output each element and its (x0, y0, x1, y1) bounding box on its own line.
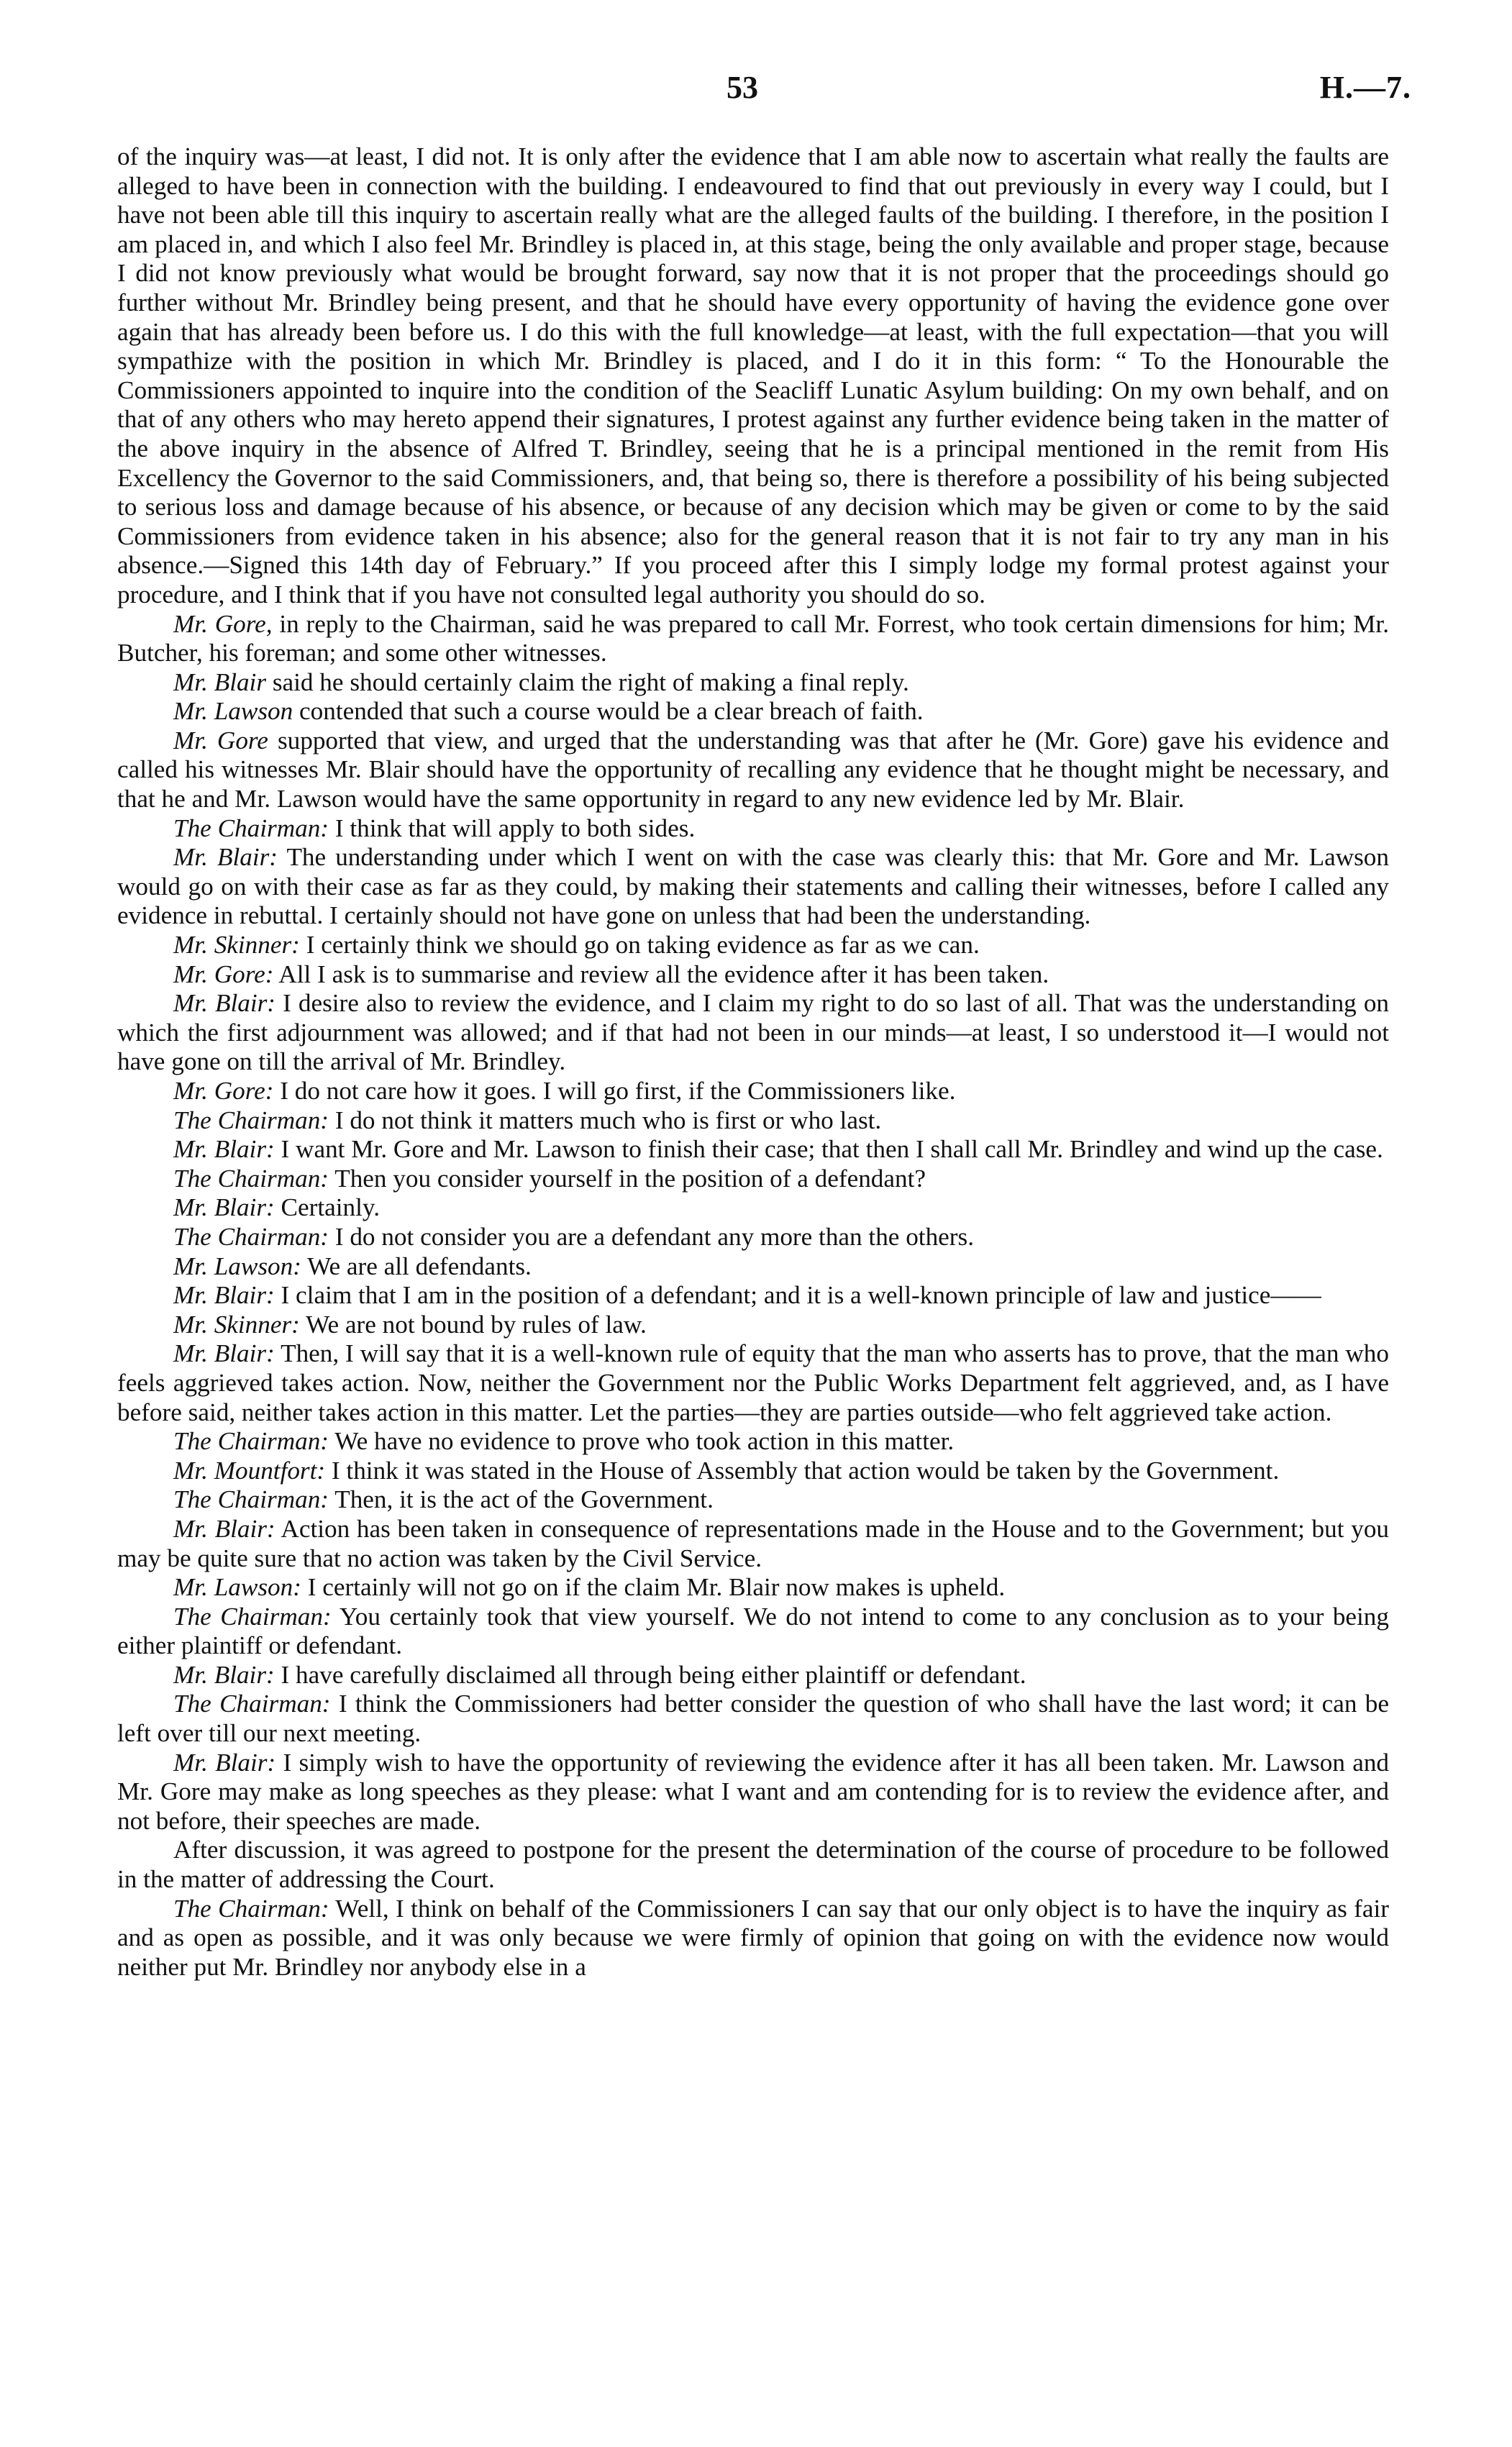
paragraph (117, 1573, 1389, 1603)
speaker-name: Mr. Blair: (173, 1339, 275, 1368)
speaker-name: Mr. Blair: (173, 1135, 275, 1164)
speaker-name: The Chairman: (173, 1602, 332, 1631)
paragraph (117, 1165, 1389, 1194)
speaker-name: Mr. Blair (173, 667, 267, 696)
speaker-name: The Chairman: (173, 1485, 329, 1514)
speaker-name: Mr. Blair: (173, 1514, 275, 1543)
paragraph-text: I desire also to review the evidence, and I claim my right to do so last of all. That was the understanding on which the first adjournment was allowed; and if that had not been in our minds—at least, I so understood it—I would not have gone on till the arrival of Mr. Brindley. (117, 989, 1390, 1076)
paragraph (117, 142, 1389, 610)
paragraph-text: I claim that I am in the position of a defendant; and it is a well-known principle of law and justice—— (281, 1281, 1321, 1310)
paragraph-text: I certainly will not go on if the claim Mr. Blair now makes is upheld. (307, 1573, 1006, 1602)
speaker-name: Mr. Blair: (173, 843, 278, 872)
page-header (0, 69, 1512, 119)
paragraph-text: I think the Commissioners had better consider the question of who shall have the last word; it can be left over till our next meeting. (117, 1690, 1389, 1748)
paragraph (117, 1836, 1389, 1894)
paragraph-text: We are not bound by rules of law. (306, 1310, 647, 1339)
speaker-name: Mr. Blair: (173, 1748, 276, 1777)
paragraph-text: Action has been taken in consequence of representations made in the House and to the Government; but you may be quite sure that no action was taken by the Civil Service. (117, 1514, 1390, 1572)
paragraph-text: I have carefully disclaimed all through being either plaintiff or defendant. (281, 1660, 1026, 1689)
paragraph-text: After discussion, it was agreed to postpone for the present the determination of the course of procedure to be followed in the matter of addressing the Court. (117, 1836, 1389, 1894)
paragraph (117, 1690, 1389, 1748)
paragraph (117, 1193, 1389, 1223)
paragraph (117, 1515, 1389, 1573)
paragraph (117, 1223, 1389, 1252)
paragraph-text: We have no evidence to prove who took action in this matter. (334, 1427, 955, 1456)
speaker-name: The Chairman: (173, 1164, 329, 1193)
paragraph-text: Then, I will say that it is a well-known rule of equity that the man who asserts has to prove, that the man who feels aggrieved takes action. Now, neither the Government nor the Public Works Department felt aggrieved, and, as I have before said, neither takes action in this matter. Let the parties—they are parties outside—who felt aggrieved take action. (117, 1339, 1389, 1426)
document-reference: H.—7. (1319, 70, 1411, 105)
speaker-name: Mr. Gore: (173, 1077, 274, 1105)
paragraph (117, 726, 1389, 814)
paragraph-text: The understanding under which I went on with the case was clearly this: that Mr. Gore and Mr. Lawson would go on with their case as far as they could, by making their statements and calling their witnesses, before I called any evidence in rebuttal. I certainly should not have gone on unless that had been the understanding. (117, 843, 1389, 930)
paragraph-text: Well, I think on behalf of the Commissioners I can say that our only object is to have the inquiry as fair and as open as possible, and it was only because we were firmly of opinion that going on with the evidence now would neither put Mr. Brindley nor anybody else in a (117, 1894, 1389, 1981)
paragraph-text: contended that such a course would be a clear breach of faith. (299, 697, 924, 726)
paragraph-text: of the inquiry was—at least, I did not. It is only after the evidence that I am able now to ascertain what really the faults are alleged to have been in connection with the building. I endeavoured to find that out previously in every way I could, but I have not been able till this inquiry to ascertain really what are the alleged faults of the building. I therefore, in the position I am placed in, and which I also feel Mr. Brindley is placed in, at this stage, being the only available and proper stage, because I did not know previously what would be brought forward, say now that it is not proper that the proceedings should go further without Mr. Brindley being present, and that he should have every opportunity of having the evidence gone over again that has already been before us. I do this with the full knowledge—at least, with the full expectation—that you will sympathize with the position in which Mr. Brindley is placed, and I do it in this form: “ To the Honourable the Commissioners appointed to inquire into the condition of the Seacliff Lunatic Asylum building: On my own behalf, and on that of any others who may hereto append their signatures, I protest against any further evidence being taken in the matter of the above inquiry in the absence of Alfred T. Brindley, seeing that he is a principal mentioned in the remit from His Excellency the Governor to the said Commissioners, and, that being so, there is therefore a possibility of his being subjected to serious loss and damage because of his absence, or because of any decision which may be given or come to by the said Commissioners from evidence taken in his absence; also for the general reason that it is not fair to try any man in his absence.—Signed this 14th day of February.” If you proceed after this I simply lodge my formal protest against your procedure, and I think that if you have not consulted legal authority you should do so. (117, 142, 1389, 609)
paragraph (117, 1661, 1389, 1690)
speaker-name: Mr. Mountfort: (173, 1456, 326, 1485)
paragraph-text: I think it was stated in the House of Assembly that action would be taken by the Government. (331, 1456, 1280, 1485)
paragraph (117, 1339, 1389, 1427)
paragraph-text: You certainly took that view yourself. We do not intend to come to any conclusion as to your being either plaintiff or defendant. (117, 1602, 1389, 1660)
paragraph-text: supported that view, and urged that the understanding was that after he (Mr. Gore) gave his evidence and called his witnesses Mr. Blair should have the opportunity of recalling any evidence that he thought might be necessary, and that he and Mr. Lawson would have the same opportunity in regard to any new evidence led by Mr. Blair. (117, 726, 1389, 814)
paragraph-text: Certainly. (281, 1193, 380, 1222)
paragraph (117, 610, 1389, 668)
paragraph (117, 1106, 1389, 1136)
paragraph-text: I simply wish to have the opportunity of reviewing the evidence after it has all been taken. Mr. Lawson and Mr. Gore may make as long speeches as they please: what I want and am contending for is to review the evidence after, and not before, their speeches are made. (117, 1748, 1390, 1835)
speaker-name: Mr. Skinner: (173, 931, 300, 960)
paragraph-text: Then you consider yourself in the position of a defendant? (334, 1164, 926, 1193)
paragraph (117, 697, 1389, 726)
paragraph-text: I do not think it matters much who is first or who last. (334, 1106, 882, 1134)
speaker-name: Mr. Blair: (173, 1281, 275, 1310)
paragraph (117, 1749, 1389, 1836)
paragraph (117, 1252, 1389, 1282)
speaker-name: Mr. Gore, (173, 609, 273, 638)
paragraph (117, 668, 1389, 698)
speaker-name: The Chairman: (173, 1222, 329, 1251)
body-text (117, 142, 1389, 1982)
paragraph (117, 814, 1389, 844)
speaker-name: The Chairman: (173, 1690, 331, 1718)
speaker-name: Mr. Lawson: (173, 1252, 301, 1280)
paragraph (117, 1077, 1389, 1106)
speaker-name: The Chairman: (173, 1427, 329, 1456)
speaker-name: Mr. Lawson (173, 697, 293, 726)
speaker-name: Mr. Gore (173, 726, 268, 755)
paragraph-text: said he should certainly claim the right of making a final reply. (272, 667, 909, 696)
speaker-name: The Chairman: (173, 1106, 329, 1134)
paragraph (117, 1895, 1389, 1982)
paragraph-text: Then, it is the act of the Government. (334, 1485, 714, 1514)
speaker-name: Mr. Blair: (173, 989, 276, 1018)
paragraph-text: I certainly think we should go on taking evidence as far as we can. (306, 931, 980, 960)
speaker-name: Mr. Blair: (173, 1193, 275, 1222)
speaker-name: Mr. Lawson: (173, 1573, 301, 1602)
paragraph-text: All I ask is to summarise and review all the evidence after it has been taken. (278, 960, 1049, 988)
speaker-name: Mr. Gore: (173, 960, 274, 988)
speaker-name: Mr. Skinner: (173, 1310, 300, 1339)
paragraph (117, 1311, 1389, 1340)
paragraph (117, 1427, 1389, 1457)
paragraph (117, 931, 1389, 960)
paragraph-text: in reply to the Chairman, said he was prepared to call Mr. Forrest, who took certain dimensions for him; Mr. Butcher, his foreman; and some other witnesses. (117, 609, 1389, 667)
paragraph-text: I think that will apply to both sides. (334, 814, 696, 842)
page-number: 53 (727, 70, 758, 105)
paragraph (117, 960, 1389, 990)
speaker-name: Mr. Blair: (173, 1660, 275, 1689)
paragraph (117, 1281, 1389, 1311)
paragraph (117, 1135, 1389, 1165)
paragraph (117, 843, 1389, 931)
speaker-name: The Chairman: (173, 814, 329, 842)
paragraph (117, 1485, 1389, 1515)
paragraph (117, 1603, 1389, 1661)
paragraph (117, 1457, 1389, 1486)
speaker-name: The Chairman: (173, 1894, 329, 1923)
paragraph-text: We are all defendants. (307, 1252, 532, 1280)
paragraph-text: I do not care how it goes. I will go first, if the Commissioners like. (280, 1077, 956, 1105)
paragraph (117, 989, 1389, 1077)
paragraph-text: I do not consider you are a defendant any more than the others. (334, 1222, 975, 1251)
paragraph-text: I want Mr. Gore and Mr. Lawson to finish their case; that then I shall call Mr. Brindley and wind up the case. (281, 1135, 1383, 1164)
